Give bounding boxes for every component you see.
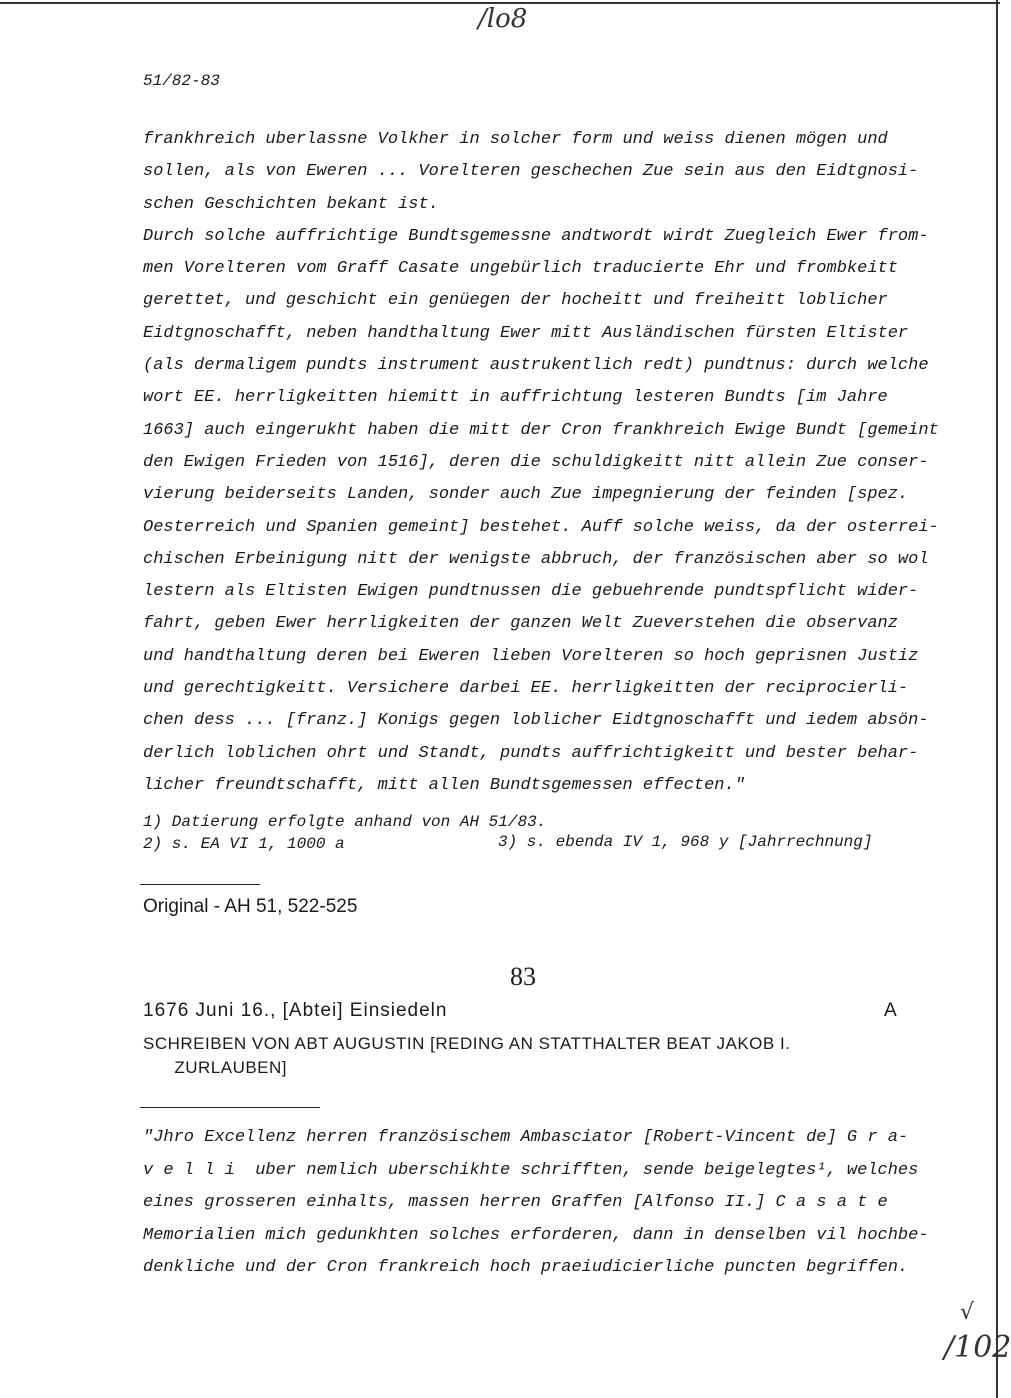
entry-number: 83: [510, 962, 536, 991]
handwritten-folio-number: /lo8: [478, 4, 528, 34]
entry-title: SCHREIBEN VON ABT AUGUSTIN [REDING AN STATTHALTER BEAT JAKOB I. ZURLAUBEN]: [143, 1034, 791, 1077]
handwritten-page-number: /102: [944, 1330, 1011, 1365]
separator-rule: [140, 1107, 320, 1108]
footnotes: 1) Datierung erfolgte anhand von AH 51/83. 2) s. EA VI 1, 1000 a: [143, 813, 547, 853]
entry-date-place: 1676 Juni 16., [Abtei] Einsiedeln: [143, 1000, 448, 1021]
footnote-3: 3) s. ebenda IV 1, 968 y [Jahrrechnung]: [498, 833, 873, 851]
handwritten-check-mark: √: [960, 1300, 975, 1325]
page-border-right: [996, 0, 998, 1398]
letter-text: "Jhro Excellenz herren französischem Ambasciator [Robert-Vincent de] G r a- v e l l i uber nemlich uberschikhte schrifften, sende beigelegtes¹, welches eines grosseren einhalts, massen herren Graffen [Alfonso II.] C a s a t e Memorialien mich gedunkhten solches erforderen, dann in denselben vil hochbe- denkliche und der Cron frankreich hoch praeiudicierliche puncten begriffen.: [143, 1128, 929, 1277]
body-text-continuation: frankhreich uberlassne Volkher in solcher form und weiss dienen mögen und sollen, als von Eweren ... Vorelteren geschechen Zue sein aus den Eidtgnosi- schen Geschichten bekant ist. Durch solche auffrichtige Bundtsgemessne andtwordt wirdt Zuegleich Ewer from- men Vorelteren vom Graff Casate ungebürlich traducierte Ehr und frombkeitt gerettet, und geschicht ein genüegen der hocheitt und freiheitt loblicher Eidtgnoschafft, neben handthaltung Ewer mitt Ausländischen fürsten Eltister (als dermaligem pundts instrument austrukentlich redt) pundtnus: durch welche wort EE. herrligkeitten hiemitt in auffrichtung lesteren Bundts [im Jahre 1663] auch eingerukht haben die mitt der Cron frankhreich Ewige Bundt [gemeint den Ewigen Frieden von 1516], deren die schuldigkeitt nitt allein Zue conser- vierung beiderseits Landen, sonder auch Zue impegnierung der feinden [spez. Oesterreich und Spanien gemeint] bestehet. Auff solche weiss, da der osterrei- chischen Erbeinigung nitt der wenigste abbruch, der französischen aber so wol lestern als Eltisten Ewigen pundtnussen die gebuehrende pundtspflicht wider- fahrt, geben Ewer herrligkeiten der ganzen Welt Zueverstehen die observanz und handthaltung deren bei Eweren lieben Vorelteren so hoch geprisnen Justiz und gerechtigkeitt. Versichere darbei EE. herrligkeitten der reciprocierli- chen dess ... [franz.] Konigs gegen loblicher Eidtgnoschafft und iedem absön- derlich loblichen ohrt und Standt, pundts auffrichtigkeitt und bester behar- licher freundtschafft, mitt allen Bundtsgemessen effecten.": [143, 130, 939, 795]
document-reference: 51/82-83: [143, 72, 220, 90]
entry-type-letter: A: [884, 1000, 897, 1021]
separator-rule: [140, 884, 260, 885]
original-source-reference: Original - AH 51, 522-525: [143, 896, 358, 917]
